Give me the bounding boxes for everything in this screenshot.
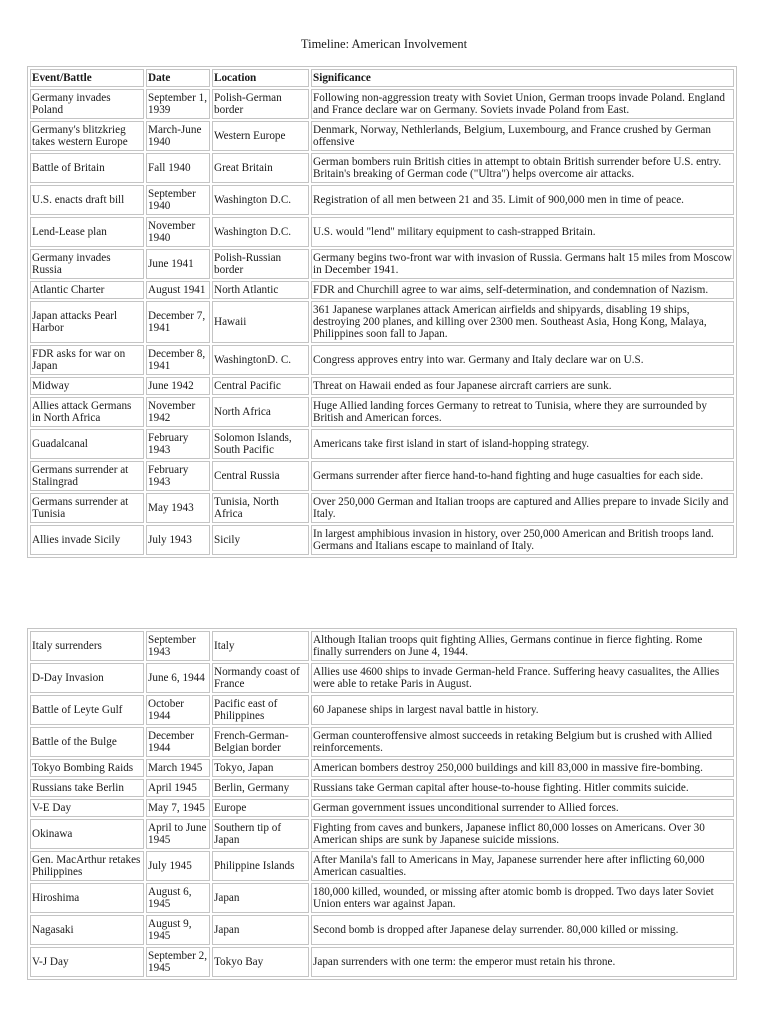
cell-significance: Congress approves entry into war. Germany and Italy declare war on U.S.: [311, 345, 734, 375]
cell-date: April to June 1945: [146, 819, 210, 849]
cell-location: North Atlantic: [212, 281, 309, 299]
table-row: [30, 121, 734, 151]
cell-significance: U.S. would "lend" military equipment to cash-strapped Britain.: [311, 217, 734, 247]
cell-date: September 1940: [146, 185, 210, 215]
cell-event: Midway: [30, 377, 144, 395]
cell-date: Fall 1940: [146, 153, 210, 183]
cell-date: August 6, 1945: [146, 883, 210, 913]
cell-date: August 9, 1945: [146, 915, 210, 945]
cell-location: Japan: [212, 915, 309, 945]
cell-event: Atlantic Charter: [30, 281, 144, 299]
cell-location: Hawaii: [212, 301, 309, 343]
table-row: [30, 185, 734, 215]
cell-location: Southern tip of Japan: [212, 819, 309, 849]
cell-date: December 8, 1941: [146, 345, 210, 375]
cell-location: Polish-Russian border: [212, 249, 309, 279]
cell-date: June 6, 1944: [146, 663, 210, 693]
cell-location: Tunisia, North Africa: [212, 493, 309, 523]
cell-date: September 2, 1945: [146, 947, 210, 977]
cell-event: Germany's blitzkrieg takes western Europe: [30, 121, 144, 151]
table-row: [30, 695, 734, 725]
cell-significance: In largest amphibious invasion in history, over 250,000 American and British troops land. Germans and Italians escape to mainland of Italy.: [311, 525, 734, 555]
cell-date: September 1, 1939: [146, 89, 210, 119]
cell-event: Okinawa: [30, 819, 144, 849]
cell-event: Japan attacks Pearl Harbor: [30, 301, 144, 343]
cell-location: North Africa: [212, 397, 309, 427]
cell-location: Western Europe: [212, 121, 309, 151]
cell-significance: American bombers destroy 250,000 buildings and kill 83,000 in massive fire-bombing.: [311, 759, 734, 777]
cell-significance: German government issues unconditional surrender to Allied forces.: [311, 799, 734, 817]
table-row: [30, 915, 734, 945]
cell-date: June 1942: [146, 377, 210, 395]
timeline-table-part-2: [27, 628, 737, 980]
cell-significance: After Manila's fall to Americans in May, Japanese surrender here after inflicting 60,000 American casualties.: [311, 851, 734, 881]
cell-significance: German counteroffensive almost succeeds in retaking Belgium but is crushed with Allied reinforcements.: [311, 727, 734, 757]
cell-significance: Japan surrenders with one term: the emperor must retain his throne.: [311, 947, 734, 977]
cell-significance: Although Italian troops quit fighting Allies, Germans continue in fierce fighting. Rome finally surrenders on June 4, 1944.: [311, 631, 734, 661]
table-row: [30, 799, 734, 817]
cell-significance: Americans take first island in start of island-hopping strategy.: [311, 429, 734, 459]
cell-location: Central Pacific: [212, 377, 309, 395]
cell-event: Lend-Lease plan: [30, 217, 144, 247]
cell-event: Germans surrender at Stalingrad: [30, 461, 144, 491]
table-header-row: [30, 69, 734, 87]
cell-date: July 1945: [146, 851, 210, 881]
cell-event: Germans surrender at Tunisia: [30, 493, 144, 523]
cell-location: Japan: [212, 883, 309, 913]
timeline-table-part-1: [27, 66, 737, 558]
header-significance: Significance: [311, 69, 734, 87]
cell-location: Italy: [212, 631, 309, 661]
table-row: [30, 301, 734, 343]
cell-event: Italy surrenders: [30, 631, 144, 661]
cell-date: February 1943: [146, 461, 210, 491]
cell-significance: Germans surrender after fierce hand-to-hand fighting and huge casualties for each side.: [311, 461, 734, 491]
cell-significance: Following non-aggression treaty with Soviet Union, German troops invade Poland. England and France declare war on Germany. Soviets invade Poland from East.: [311, 89, 734, 119]
cell-date: February 1943: [146, 429, 210, 459]
cell-event: FDR asks for war on Japan: [30, 345, 144, 375]
table-row: [30, 883, 734, 913]
table-row: [30, 217, 734, 247]
table-row: [30, 461, 734, 491]
table-row: [30, 345, 734, 375]
cell-event: Nagasaki: [30, 915, 144, 945]
cell-location: Solomon Islands, South Pacific: [212, 429, 309, 459]
cell-event: Allies attack Germans in North Africa: [30, 397, 144, 427]
table-row: [30, 525, 734, 555]
cell-location: Philippine Islands: [212, 851, 309, 881]
cell-location: Central Russia: [212, 461, 309, 491]
cell-event: Battle of Leyte Gulf: [30, 695, 144, 725]
cell-event: Guadalcanal: [30, 429, 144, 459]
cell-significance: Allies use 4600 ships to invade German-held France. Suffering heavy casualites, the Allies were able to retake Paris in August.: [311, 663, 734, 693]
cell-location: Sicily: [212, 525, 309, 555]
cell-location: Polish-German border: [212, 89, 309, 119]
cell-date: December 7, 1941: [146, 301, 210, 343]
cell-event: V-E Day: [30, 799, 144, 817]
table-row: [30, 851, 734, 881]
cell-significance: Huge Allied landing forces Germany to retreat to Tunisia, where they are surrounded by British and American forces.: [311, 397, 734, 427]
cell-significance: Fighting from caves and bunkers, Japanese inflict 80,000 losses on Americans. Over 30 American ships are sunk by Japanese suicide missions.: [311, 819, 734, 849]
table-row: [30, 663, 734, 693]
cell-date: November 1942: [146, 397, 210, 427]
cell-location: Washington D.C.: [212, 185, 309, 215]
cell-date: July 1943: [146, 525, 210, 555]
table-row: [30, 249, 734, 279]
cell-significance: Over 250,000 German and Italian troops are captured and Allies prepare to invade Sicily and Italy.: [311, 493, 734, 523]
cell-location: Tokyo Bay: [212, 947, 309, 977]
header-event: Event/Battle: [30, 69, 144, 87]
cell-significance: Russians take German capital after house-to-house fighting. Hitler commits suicide.: [311, 779, 734, 797]
cell-location: Tokyo, Japan: [212, 759, 309, 777]
cell-date: October 1944: [146, 695, 210, 725]
cell-date: November 1940: [146, 217, 210, 247]
table-row: [30, 89, 734, 119]
cell-significance: Denmark, Norway, Nethlerlands, Belgium, Luxembourg, and France crushed by German offensive: [311, 121, 734, 151]
cell-date: March-June 1940: [146, 121, 210, 151]
cell-event: U.S. enacts draft bill: [30, 185, 144, 215]
cell-date: September 1943: [146, 631, 210, 661]
cell-location: WashingtonD. C.: [212, 345, 309, 375]
page-title: Timeline: American Involvement: [300, 37, 468, 51]
cell-date: April 1945: [146, 779, 210, 797]
cell-significance: Germany begins two-front war with invasion of Russia. Germans halt 15 miles from Moscow in December 1941.: [311, 249, 734, 279]
cell-event: D-Day Invasion: [30, 663, 144, 693]
cell-location: Washington D.C.: [212, 217, 309, 247]
cell-event: Hiroshima: [30, 883, 144, 913]
table-row: [30, 377, 734, 395]
cell-event: Battle of the Bulge: [30, 727, 144, 757]
cell-location: Berlin, Germany: [212, 779, 309, 797]
cell-date: December 1944: [146, 727, 210, 757]
cell-location: Pacific east of Philippines: [212, 695, 309, 725]
table-row: [30, 759, 734, 777]
cell-date: August 1941: [146, 281, 210, 299]
table-row: [30, 727, 734, 757]
cell-significance: 180,000 killed, wounded, or missing after atomic bomb is dropped. Two days later Soviet Union enters war against Japan.: [311, 883, 734, 913]
table-row: [30, 281, 734, 299]
table-row: [30, 631, 734, 661]
cell-event: V-J Day: [30, 947, 144, 977]
header-location: Location: [212, 69, 309, 87]
cell-significance: Threat on Hawaii ended as four Japanese aircraft carriers are sunk.: [311, 377, 734, 395]
cell-date: June 1941: [146, 249, 210, 279]
cell-location: Normandy coast of France: [212, 663, 309, 693]
cell-event: Allies invade Sicily: [30, 525, 144, 555]
cell-event: Russians take Berlin: [30, 779, 144, 797]
cell-significance: German bombers ruin British cities in attempt to obtain British surrender before U.S. entry. Britain's breaking of German code ("Ultra") helps overcome air attacks.: [311, 153, 734, 183]
cell-event: Germany invades Poland: [30, 89, 144, 119]
cell-location: Great Britain: [212, 153, 309, 183]
cell-event: Germany invades Russia: [30, 249, 144, 279]
cell-event: Tokyo Bombing Raids: [30, 759, 144, 777]
cell-event: Battle of Britain: [30, 153, 144, 183]
cell-location: French-German-Belgian border: [212, 727, 309, 757]
table-row: [30, 779, 734, 797]
cell-event: Gen. MacArthur retakes Philippines: [30, 851, 144, 881]
table-row: [30, 819, 734, 849]
cell-date: May 7, 1945: [146, 799, 210, 817]
table-row: [30, 493, 734, 523]
table-row: [30, 397, 734, 427]
cell-location: Europe: [212, 799, 309, 817]
cell-significance: FDR and Churchill agree to war aims, self-determination, and condemnation of Nazism.: [311, 281, 734, 299]
cell-significance: 60 Japanese ships in largest naval battle in history.: [311, 695, 734, 725]
table-row: [30, 429, 734, 459]
cell-date: March 1945: [146, 759, 210, 777]
table-row: [30, 947, 734, 977]
cell-significance: Registration of all men between 21 and 35. Limit of 900,000 men in time of peace.: [311, 185, 734, 215]
cell-date: May 1943: [146, 493, 210, 523]
cell-significance: Second bomb is dropped after Japanese delay surrender. 80,000 killed or missing.: [311, 915, 734, 945]
header-date: Date: [146, 69, 210, 87]
table-row: [30, 153, 734, 183]
cell-significance: 361 Japanese warplanes attack American airfields and shipyards, disabling 19 ships, destroying 200 planes, and killing over 2300 men. Southeast Asia, Hong Kong, Malaya, Philippines soon fall to Japan.: [311, 301, 734, 343]
